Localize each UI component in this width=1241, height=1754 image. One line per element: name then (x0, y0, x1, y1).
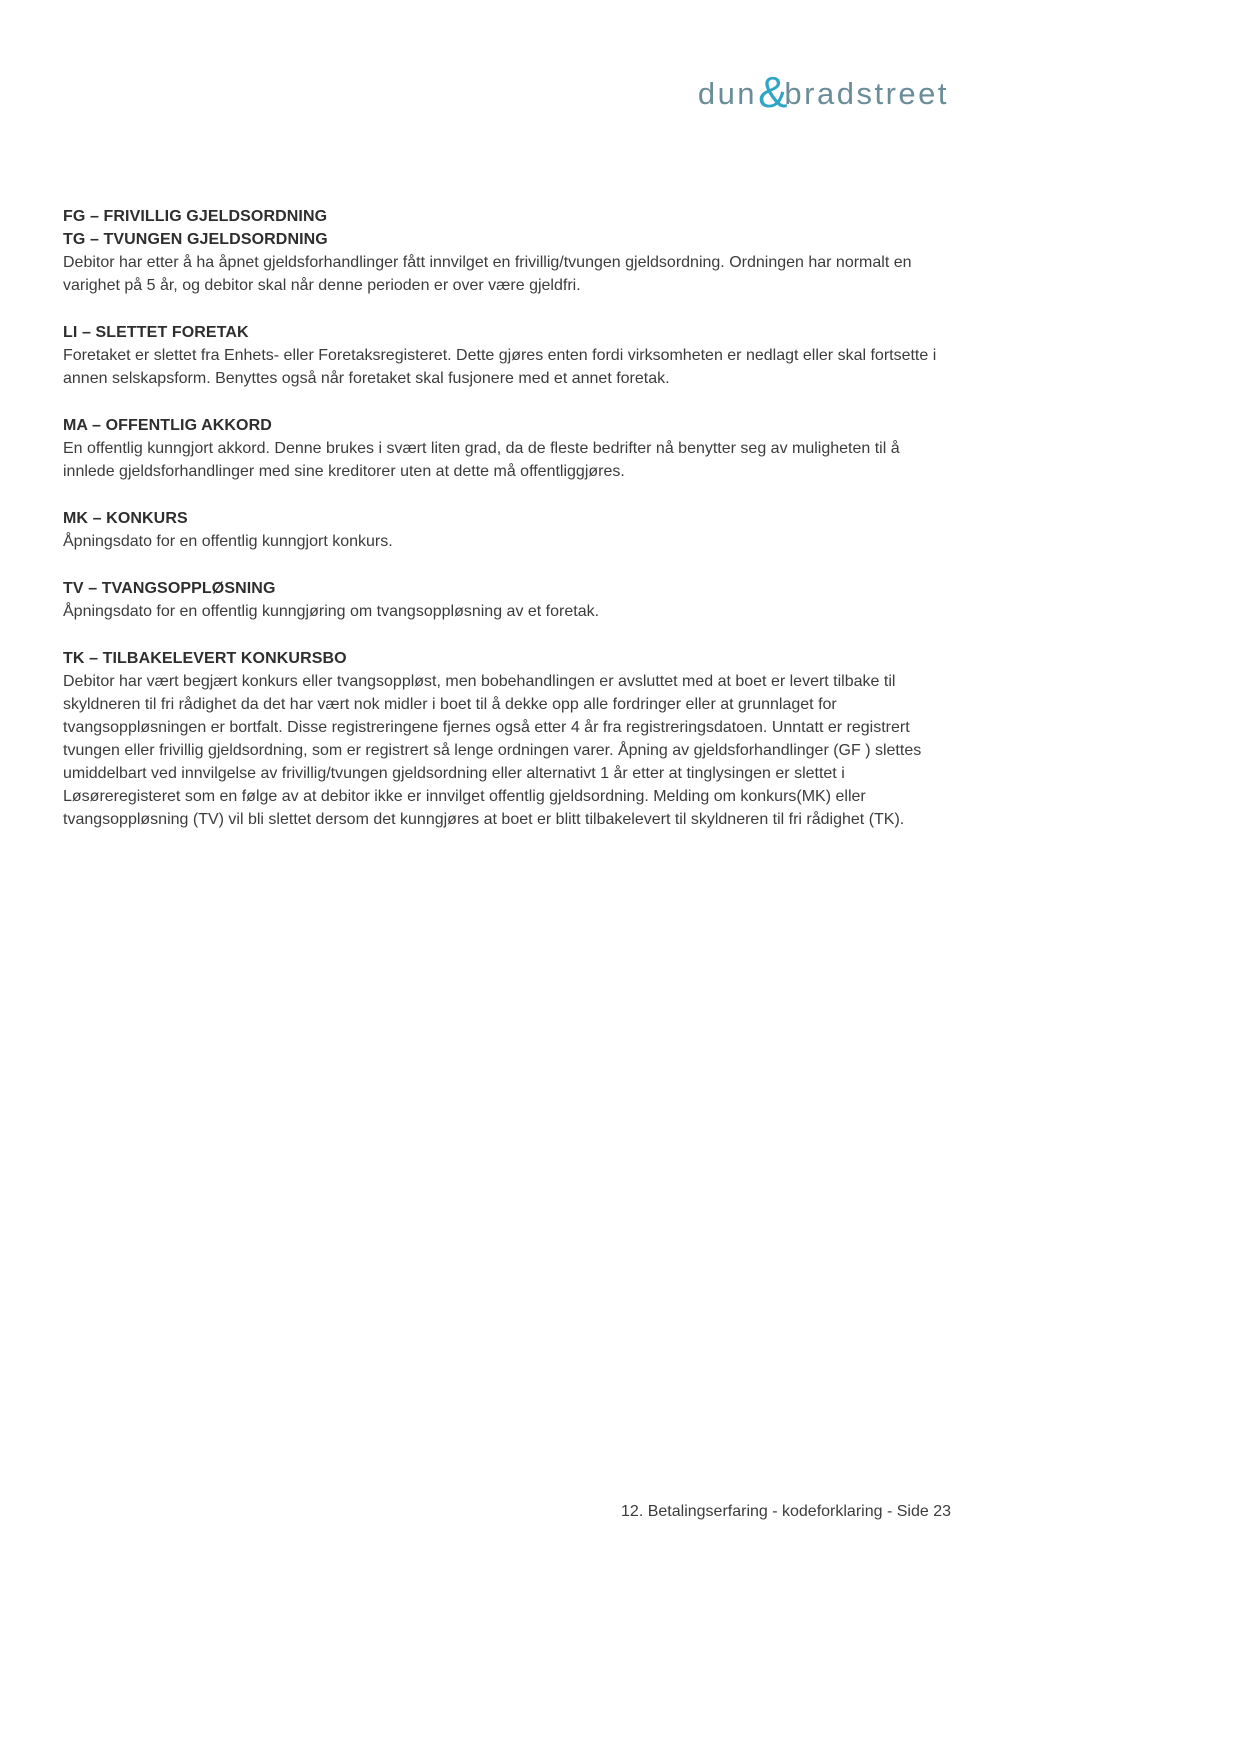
dun-bradstreet-logo (697, 68, 949, 117)
logo-text-dun: dun (697, 76, 758, 111)
section-tv-tvangsopplosning (63, 577, 951, 623)
section-body: Åpningsdato for en offentlig kunngjøring om tvangsoppløsning av et foretak. (63, 603, 600, 620)
section-heading-tk: TK – TILBAKELEVERT KONKURSBO (63, 650, 347, 667)
section-body: Åpningsdato for en offentlig kunngjort konkurs. (63, 533, 393, 550)
document-content (63, 205, 951, 855)
footer-text: 12. Betalingserfaring - kodeforklaring - Side 23 (621, 1503, 951, 1520)
section-body: Debitor har vært begjært konkurs eller tvangsoppløst, men bobehandlingen er avsluttet med at boet er levert tilbake til skyldneren til fri rådighet da det har vært nok midler i boet til å dekke opp alle fordringer eller at grunnlaget for tvangsoppløsningen er bortfalt. Disse registreringene fjernes også etter 4 år fra registreringsdatoen. Unntatt er registrert tvungen eller frivillig gjeldsordning, som er registrert så lenge ordningen varer. Åpning av gjeldsforhandlinger (GF ) slettes umiddelbart ved innvilgelse av frivillig/tvungen gjeldsordning eller alternativt 1 år etter at tinglysingen er slettet i Løsøreregisteret som en følge av at debitor ikke er innvilget offentlig gjeldsordning. Melding om konkurs(MK) eller tvangsoppløsning (TV) vil bli slettet dersom det kunngjøres at boet er blitt tilbakelevert til skyldneren til fri rådighet (TK). (63, 673, 922, 828)
section-tk-tilbakelevert-konkursbo (63, 647, 951, 831)
section-heading-ma: MA – OFFENTLIG AKKORD (63, 417, 272, 434)
section-li-slettet-foretak (63, 321, 951, 390)
section-heading-li: LI – SLETTET FORETAK (63, 324, 249, 341)
section-mk-konkurs (63, 507, 951, 553)
section-heading-tv: TV – TVANGSOPPLØSNING (63, 580, 276, 597)
section-body: Foretaket er slettet fra Enhets- eller Foretaksregisteret. Dette gjøres enten fordi virksomheten er nedlagt eller skal fortsette i annen selskapsform. Benyttes også når foretaket skal fusjonere med et annet foretak. (63, 347, 937, 387)
section-body: Debitor har etter å ha åpnet gjeldsforhandlinger fått innvilget en frivillig/tvungen gjeldsordning. Ordningen har normalt en varighet på 5 år, og debitor skal når denne perioden er over være gjeldfri. (63, 254, 912, 294)
section-fg-tg-gjeldsordning (63, 205, 951, 297)
section-ma-offentlig-akkord (63, 414, 951, 483)
logo-text-bradstreet: bradstreet (784, 76, 949, 111)
section-heading-tg: TG – TVUNGEN GJELDSORDNING (63, 231, 328, 248)
section-heading-mk: MK – KONKURS (63, 510, 188, 527)
section-body: En offentlig kunngjort akkord. Denne brukes i svært liten grad, da de fleste bedrifter nå benytter seg av muligheten til å innlede gjeldsforhandlinger med sine kreditorer uten at dette må offentliggjøres. (63, 440, 900, 480)
page-footer (63, 1500, 951, 1523)
section-heading-fg: FG – FRIVILLIG GJELDSORDNING (63, 208, 328, 225)
logo-ampersand-icon: & (758, 68, 788, 117)
